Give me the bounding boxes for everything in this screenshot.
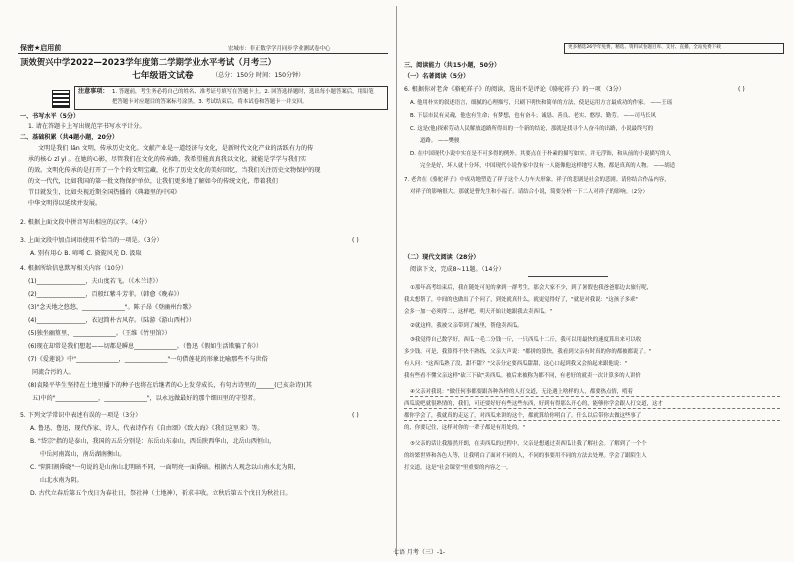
exam-meta: （总分：150分 时间：150分钟） (212, 72, 305, 79)
question-6-option-d-cont: 完全是好，坏人就十分坏，中国现代小说作家中没有一人能像他这样地写人物，都是真真的人物。 ——胡适 (420, 163, 676, 169)
passage-line: 的文一代代，比如我国的第一批文物保护单位，让我们更多地了解如今的传统文化，带着我们 (28, 178, 278, 185)
question-5-option-b: B. "岱宗"指的是泰山，我国的五岳分别是：东岳山东泰山，西岳陕西华山，北岳山西恒山， (30, 438, 276, 445)
question-4: 4. 根据所给信息默写相关内容（10分） (20, 265, 127, 272)
passage-line: 的效。文明化传承的是打开了一个个的文明宝藏，化作了历史文化的美好回忆，当我们关注历史文物保护的现 (28, 167, 321, 174)
fill-blank-item: (4)________________，衣冠简朴古风存。（陆游《游山西村》） (28, 317, 196, 324)
fill-blank-item: (7)《爱莲说》中"______________，______________"一句借莲花的形象比喻那些不与世俗 (28, 356, 268, 363)
notice-line-1: 1. 答题前，考生务必将自己的姓名、准考证号填写在答题卡上。2. 回答选择题时，选出每小题答案后，用铅笔 (112, 89, 374, 95)
section-3-2-instruction: 阅读下文，完成8~11题。（14分） (410, 266, 505, 273)
section-3-1-heading: （一）名著阅读（5分） (404, 73, 470, 80)
question-2: 2. 根据上面文段中拼音写出相应的汉字。（4分） (20, 219, 151, 226)
passage-paragraph-underlined: 西瓜说吧就很熟情的，我们，可还要好好有些这些东西，好到有得那么开心的，能够你学会跟人打交道，这才 (404, 401, 663, 407)
exam-subtitle: 七年级语文试卷 (132, 71, 194, 81)
fill-blank-item: (1)________________，夫山度若飞。（《木兰诗》） (28, 278, 162, 285)
right-column (398, 0, 794, 562)
fill-blank-item: (6)现在却常是我们想起——切都是瞬息______________。（鲁迅《假如生活欺骗了你》） (28, 343, 263, 350)
question-6-option-a: A. 他用朴实的叙述语言，细腻的心理描写，只刷下明快和简单的方法，使是运用方言最成功的作家。 ——王瑶 (410, 100, 673, 106)
passage-paragraph-underlined: 都你学会了，我就真的走运了，对西瓜来讲的这个，都就算给你明白了，什么以后带你去做这些事了 (404, 413, 642, 419)
page-footer: 七语 月考（三）-1- (393, 549, 446, 556)
passage-paragraph: 我有些看不懂父亲这样"砍三下砍"卖西瓜。被后来被称为都不同，有老好的就卖一次计算多的人讲价 (404, 373, 641, 379)
exam-title: 顶效贺兴中学2022—2023学年度第二学期学业水平考试（月考三） (20, 57, 276, 67)
passage-paragraph-underlined: ④父亲对我说："做任何事都要跟各种各样的人打交道，无论遇上啥样的人，都要热点情，啃着 (410, 389, 633, 395)
question-6-option-c: C. 这是(他)探索劳动人民解放道路所得出的一个新的结论，那就是找寻个人奋斗的出路，小说最终写的 (410, 126, 654, 132)
fill-blank-item: (3)"念天地之悠悠，______________"。陈子昂《登幽州台歌》 (28, 304, 195, 311)
question-5-option-d: D. 古代立春后第五个戊日为春社日，祭社神（土地神），祈求丰收。立秋后第五个戊日为秋社日。 (30, 490, 292, 497)
notice-label: 注意事项： (78, 88, 109, 95)
passage-line: 承的核心 zǐ yì 。在她的心影，尽管我们在文化的传承路，我希望能真真我以文化，就能是学学与我们实 (28, 156, 307, 163)
section-1-text: 1. 请在答题卡上写出规范字书写水平计分。 (28, 123, 146, 130)
promo-text: 更多精选26学年免费，精选、资料试卷题目库、支付、直播，全站免费下载 (568, 45, 721, 50)
confidential-label: 保密★启用前 (20, 44, 62, 52)
fill-blank-item: (2)________________，百般红紫斗芳菲。（韩愈《晚春》） (28, 291, 183, 298)
passage-paragraph: 会多一加一必须得二，这样吧，明天开始让她跟我去卖西瓜。" (404, 309, 553, 315)
notice-line-2: 把答题卡对应题目的答案标号涂黑。3. 考试结束后，将本试卷和答题卡一并交回。 (112, 99, 308, 105)
underline-rule (404, 420, 780, 421)
question-3-options: A. 别有用心 B. 啼唏 C. 旖旎风光 D. 汲取 (30, 250, 142, 257)
answer-paren: ( ) (738, 86, 745, 93)
passage-line: 文明是我们 lǎn 文明，传承历史文化。文献产业是一道经济与文化，是新时代文化产业的活跃有力的传 (38, 145, 314, 152)
question-7-cont: 对祥子的影响很大。那就是曹先生和小福子。请结合小说，简要分析一下二人对祥子的影响。（2分） (410, 189, 648, 195)
question-5-option-b-cont: 中岳河南嵩山，南岳湖南衡山。 (40, 451, 126, 458)
fill-blank-item: (8)袁隆平毕生坚持在土地里播下的种子也将在后继者的心上发芽成长，有句古诗里的______(已亥杂诗)(其 (28, 382, 312, 389)
header-rule (18, 53, 388, 54)
header-source-note: 宏城市：非正数学学月同步学业测试卷中心 (228, 46, 331, 52)
question-6-option-c-cont: 道路。 ——樊骏 (420, 138, 460, 144)
question-5-option-c-cont: 山北水南为阴。 (40, 477, 83, 484)
passage-line: 中华文明得以延续并发展。 (28, 200, 102, 207)
passage-paragraph: ②就这样，我被父亲带到了城里，帮他卖西瓜。 (410, 323, 523, 329)
passage-paragraph: 有人问："这西瓜熟了没，甜不甜？"父亲分定要西瓜甜甜，这心口起到我又会抬起来跟他说：" (404, 361, 628, 367)
left-column (0, 0, 396, 562)
passage-paragraph: ⑤父亲的话让我豁然开朗，在卖西瓜的过程中，父亲是想通过卖西瓜让我了解社会。了解到了一个个 (410, 441, 647, 447)
fill-blank-item: (5)独坐幽篁里，______________。（王维《竹里馆》） (28, 330, 171, 337)
question-6-option-b: B. 下层市民有灵魂，他也有生命；有梦想，也有奋斗；诚恳、善良、老实、憨厚、勤劳。 ——司马长风 (410, 113, 657, 119)
question-5-option-a: A. 鲁迅、鲁迅，现代作家、诗人，代表诗作有《自由颂》《致大海》《我们这里来》等。 (30, 425, 264, 432)
section-3-heading: 三、阅读能力（共15小题，50分） (404, 62, 501, 69)
question-5: 5. 下列文学常识中表述有误的一项是（3分） (20, 412, 142, 419)
underline-rule (404, 408, 780, 409)
passage-title-rule (528, 276, 608, 277)
fill-blank-item: 五)中的"______________，______________"，以永远做最好的那个细田里的守望者。 (32, 395, 260, 402)
question-7: 7. 老舍在《骆驼祥子》中成功地塑造了祥子这个人力车夫形象。祥子的悲剧是社会的悲剧。请你结合作品内容， (404, 177, 670, 183)
passage-paragraph: 我太想帮了，中间的也做出了个问了，到处就真什么，就更觉得好了，"就是对我说："这孩子多乖" (404, 297, 638, 303)
qr-code-icon (52, 90, 70, 108)
answer-paren: ( ) (352, 412, 359, 419)
passage-line: 节目就发生，比如央视近期全国热播的《典籍里的中国》 (28, 189, 181, 196)
underline-rule (410, 396, 780, 397)
passage-paragraph-underlined: 的，你要记住，这样对你的一辈子都是有用处的。" (404, 425, 526, 431)
section-2-heading: 二、基础积累（共4题小题，20分） (20, 134, 119, 141)
passage-paragraph: 多少钱。可是，我算得不快不熟练，父亲大声说："都拼的算快，我看到父亲有时真的你的都被都说了。" (404, 349, 652, 355)
passage-paragraph: ①那年高考结束后，我在随处可见的拿到一群考生，那会大家不少，到了暑假也我爸爸那边去旅行呢， (410, 285, 653, 291)
section-1-heading: 一、书写水平（5分） (20, 113, 80, 120)
column-divider (396, 6, 397, 556)
answer-paren: ( ) (352, 237, 359, 244)
passage-paragraph: 的纷繁世界和各色人等，让我明白了面对不同的人，不同的事要用不同的方法去处理。学会了跟陌生人 (404, 453, 647, 459)
fill-blank-item: 同流合污的人。 (32, 369, 75, 376)
question-3: 3. 上面文段中加点词语使用不恰当的一项是。（3分） (20, 237, 163, 244)
passage-paragraph: 打交道，这是"社会课堂"里重要的内容之一。 (404, 465, 512, 471)
passage-paragraph: ③我觉得自己数学好，西瓜一毛二分钱一斤，一只西瓜十二斤，我可以用最快的速度算出来可以收 (410, 337, 642, 343)
section-3-2-heading: （二）现代文阅读（28分） (404, 254, 480, 261)
question-6-option-d: D. 在中国现代小说中实在是不可多得的例外。其要点在于朴素的描写如实。并无浮饰，和从前的小说描写的人 (410, 151, 671, 157)
question-5-option-c: C. "阴阳割昏晓"一句说的是山南山北明暗不同，一面明亮一面昏暗。根据古人观念以山南水北为阳， (30, 464, 300, 471)
question-6: 6. 根据你对老舍《骆驼祥子》的阅读，选出不是评论《骆驼祥子》的一项 （3分） (404, 86, 625, 93)
